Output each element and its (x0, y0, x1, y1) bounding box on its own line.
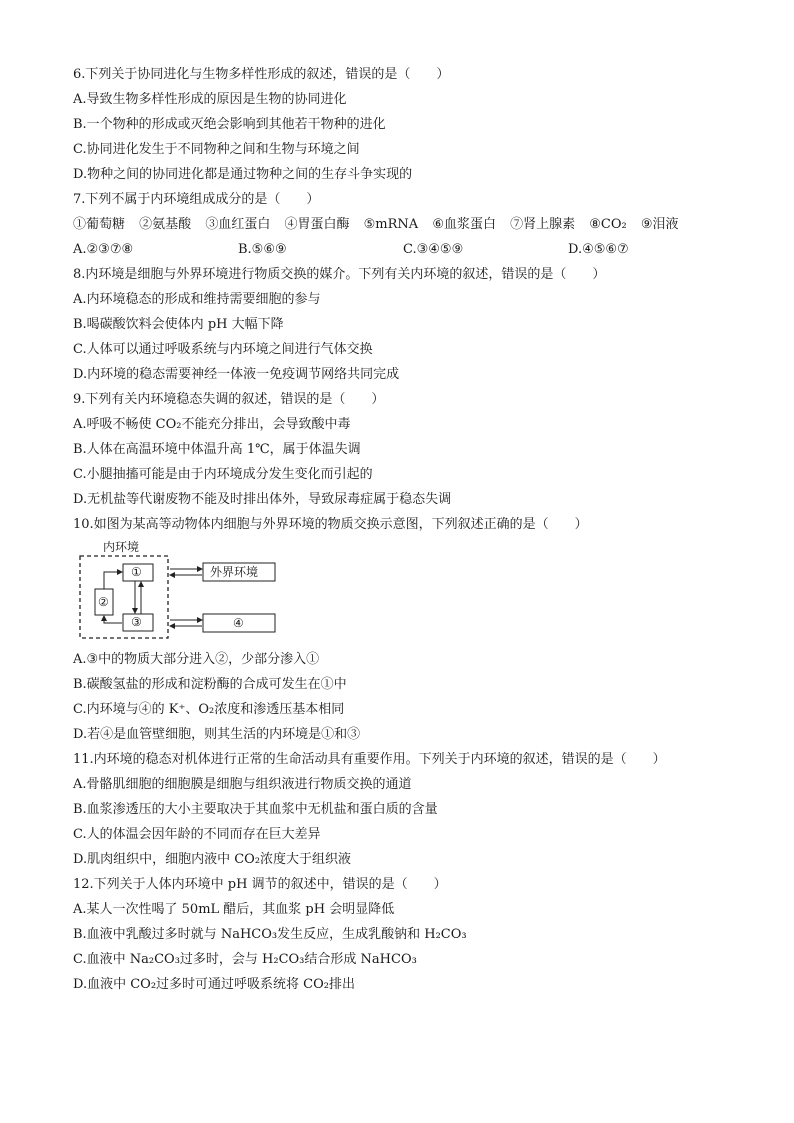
item-2: ②氨基酸 (139, 217, 192, 232)
question-7-option-a: A.②③⑦⑧ (73, 242, 134, 257)
question-8-option-b: B.喝碳酸饮料会使体内 pH 大幅下降 (73, 317, 284, 332)
question-6-option-b: B.一个物种的形成或灭绝会影响到其他若干物种的进化 (73, 117, 386, 132)
diagram-node-3: ③ (131, 615, 142, 629)
question-6-option-d: D.物种之间的协同进化都是通过物种之间的生存斗争实现的 (73, 167, 413, 182)
question-7-items (73, 212, 733, 237)
diagram-node-1: ① (131, 565, 142, 579)
question-12-option-a: A.某人一次性喝了 50mL 醋后，其血浆 pH 会明显降低 (73, 902, 395, 917)
question-12-option-d: D.血液中 CO₂过多时可通过呼吸系统将 CO₂排出 (73, 977, 355, 992)
question-9-stem: 9.下列有关内环境稳态失调的叙述，错误的是（ ） (73, 392, 385, 407)
question-11-option-d: D.肌肉组织中，细胞内液中 CO₂浓度大于组织液 (73, 852, 352, 867)
diagram-node-4: ④ (233, 616, 244, 630)
question-7-option-b: B.⑤⑥⑨ (238, 242, 287, 257)
question-6-option-a: A.导致生物多样性形成的原因是生物的协同进化 (73, 92, 347, 107)
question-11-option-a: A.骨骼肌细胞的细胞膜是细胞与组织液进行物质交换的通道 (73, 777, 412, 792)
diagram-node-2: ② (98, 595, 109, 609)
question-7-options (73, 237, 733, 262)
question-10-option-c: C.内环境与④的 K⁺、O₂浓度和渗透压基本相同 (73, 702, 345, 717)
question-9-option-c: C.小腿抽搐可能是由于内环境成分发生变化而引起的 (73, 467, 373, 482)
arrow-2-to-1 (104, 572, 122, 589)
item-5: ⑤mRNA (363, 217, 419, 232)
item-3: ③血红蛋白 (205, 217, 271, 232)
item-7: ⑦肾上腺素 (510, 217, 576, 232)
question-10-stem: 10.如图为某高等动物体内细胞与外界环境的物质交换示意图，下列叙述正确的是（ ） (73, 517, 588, 532)
question-11-option-b: B.血浆渗透压的大小主要取决于其血浆中无机盐和蛋白质的含量 (73, 802, 438, 817)
question-12-stem: 12.下列关于人体内环境中 pH 调节的叙述中，错误的是（ ） (73, 877, 447, 892)
question-9-option-a: A.呼吸不畅使 CO₂不能充分排出，会导致酸中毒 (73, 417, 351, 432)
item-4: ④胃蛋白酶 (284, 217, 350, 232)
question-6-option-c: C.协同进化发生于不同物种之间和生物与环境之间 (73, 142, 360, 157)
question-10-option-b: B.碳酸氢盐的形成和淀粉酶的合成可发生在①中 (73, 677, 347, 692)
item-8: ⑧CO₂ (589, 217, 627, 232)
item-6: ⑥血浆蛋白 (432, 217, 496, 232)
question-11-stem: 11.内环境的稳态对机体进行正常的生命活动具有重要作用。下列关于内环境的叙述，错误的是（ ） (73, 752, 666, 767)
item-1: ①葡萄糖 (73, 217, 126, 232)
question-9-option-b: B.人体在高温环境中体温升高 1℃，属于体温失调 (73, 442, 361, 457)
question-9-option-d: D.无机盐等代谢废物不能及时排出体外，导致尿毒症属于稳态失调 (73, 492, 452, 507)
question-10-option-a: A.③中的物质大部分进入②，少部分渗入① (73, 652, 320, 667)
question-7-option-d: D.④⑤⑥⑦ (568, 242, 629, 257)
question-10-option-d: D.若④是血管壁细胞，则其生活的内环境是①和③ (73, 727, 361, 742)
question-11-option-c: C.人的体温会因年龄的不同而存在巨大差异 (73, 827, 321, 842)
exam-page (73, 62, 733, 997)
question-12-option-c: C.血液中 Na₂CO₃过多时，会与 H₂CO₃结合形成 NaHCO₃ (73, 952, 417, 967)
question-8-option-a: A.内环境稳态的形成和维持需要细胞的参与 (73, 292, 321, 307)
question-7-stem: 7.下列不属于内环境组成成分的是（ ） (73, 192, 320, 207)
question-12-option-b: B.血液中乳酸过多时就与 NaHCO₃发生反应，生成乳酸钠和 H₂CO₃ (73, 927, 467, 942)
question-6-stem: 6.下列关于协同进化与生物多样性形成的叙述，错误的是（ ） (73, 67, 450, 82)
diagram-outside: 外界环境 (210, 565, 259, 579)
item-9: ⑨泪液 (640, 217, 679, 232)
exchange-diagram (73, 540, 733, 643)
question-8-option-d: D.内环境的稳态需要神经一体液一免疫调节网络共同完成 (73, 367, 400, 382)
question-8-stem: 8.内环境是细胞与外界环境进行物质交换的媒介。下列有关内环境的叙述，错误的是（ ） (73, 267, 606, 282)
question-8-option-c: C.人体可以通过呼吸系统与内环境之间进行气体交换 (73, 342, 373, 357)
arrow-3-to-2 (104, 616, 122, 623)
diagram-lines (73, 543, 333, 643)
question-7-option-c: C.③④⑤⑨ (403, 242, 464, 257)
diagram-title: 内环境 (103, 540, 140, 554)
